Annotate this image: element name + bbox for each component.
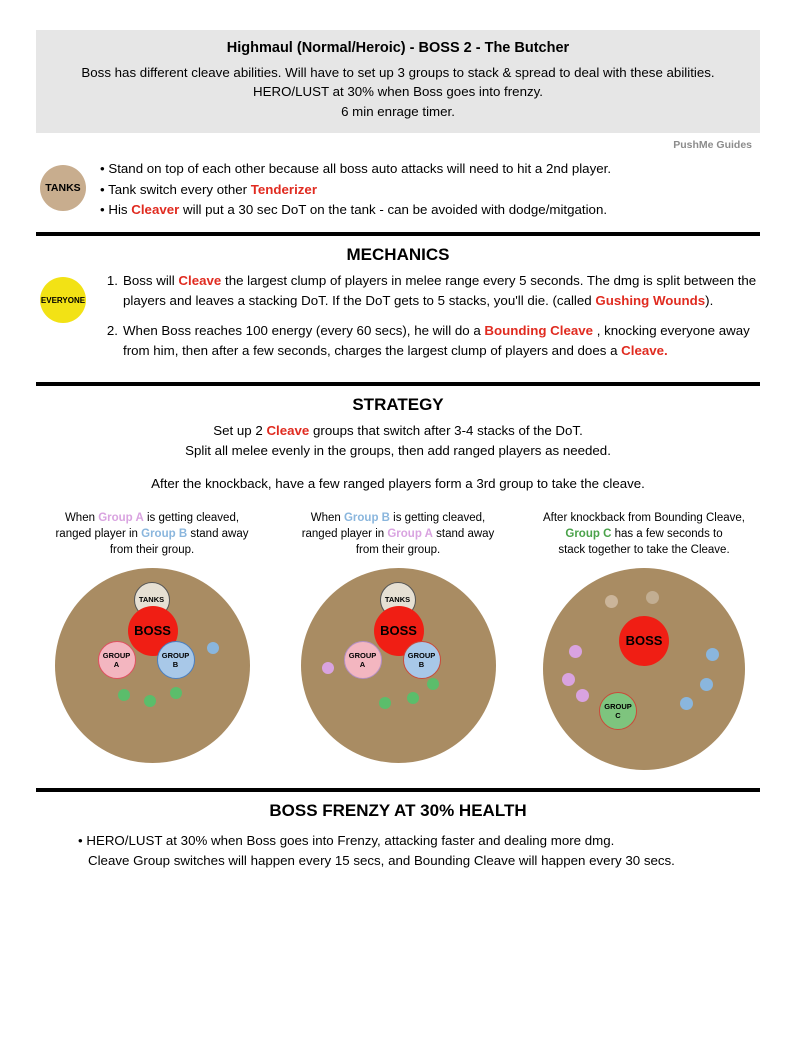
d2-b: is getting cleaved, xyxy=(389,511,486,524)
group-a-marker-1-label: GROUP xyxy=(102,650,131,660)
group-a-marker-1 xyxy=(98,641,136,679)
m1-gushing: Gushing Wounds xyxy=(595,292,706,308)
tanks-section xyxy=(36,159,760,221)
group-b-marker-1 xyxy=(157,641,195,679)
mechanics-item-2 xyxy=(98,321,760,361)
group-b-marker-2-label: GROUP xyxy=(407,650,436,660)
ranged-dot-purple-3c xyxy=(576,689,589,702)
d3-group-c: Group C xyxy=(565,527,612,540)
everyone-badge: EVERYONE xyxy=(40,277,86,323)
ranged-dot-purple-3b xyxy=(562,673,575,686)
strategy-line-1 xyxy=(36,421,760,441)
ranged-dot-tan-3b xyxy=(646,591,659,604)
strategy-line-3: After the knockback, have a few ranged players form a 3rd group to take the cleave. xyxy=(151,475,645,491)
diagram-group-a xyxy=(36,510,268,770)
tanks-bullet-3 xyxy=(100,200,611,221)
group-a-marker-2-label: GROUP xyxy=(348,650,377,660)
d2-c: ranged player in xyxy=(301,527,388,540)
diagram-2-caption-line-1 xyxy=(282,510,514,526)
mechanics-item-1-number: 1. xyxy=(106,273,118,288)
diagram-2-caption-line-2 xyxy=(282,526,514,542)
d3-b: has a few seconds to xyxy=(611,527,723,540)
diagram-2-caption xyxy=(282,510,514,562)
mechanics-item-1 xyxy=(98,271,760,311)
ranged-dot-blue-3a xyxy=(706,648,719,661)
frenzy-line-2: Cleave Group switches will happen every 15 secs, and Bounding Cleave will happen every 30 secs. xyxy=(88,852,675,868)
m1-d: ). xyxy=(705,292,714,308)
d1-b: is getting cleaved, xyxy=(143,511,240,524)
header-box xyxy=(36,30,760,133)
diagram-group-c xyxy=(528,510,760,770)
divider-mechanics xyxy=(36,232,760,236)
group-b-marker-1-letter: B xyxy=(172,659,179,669)
strategy-title: STRATEGY xyxy=(352,394,444,414)
ranged-dot-purple-3a xyxy=(569,645,582,658)
header-line-3: 6 min enrage timer. xyxy=(341,103,455,119)
group-b-marker-2 xyxy=(403,641,441,679)
arena-3 xyxy=(543,568,745,770)
guide-page xyxy=(0,30,796,1060)
diagram-3-caption-line-1: After knockback from Bounding Cleave, xyxy=(543,511,745,524)
diagram-group-b xyxy=(282,510,514,770)
tanks-bullet-3-pre: • His xyxy=(100,202,132,218)
ranged-dot-green-1c xyxy=(170,687,182,699)
group-b-marker-1-label: GROUP xyxy=(161,650,190,660)
boss-marker-2-label: BOSS xyxy=(380,623,417,639)
ranged-dot-green-1a xyxy=(118,689,130,701)
diagram-1-caption xyxy=(36,510,268,562)
diagram-1-caption-line-1 xyxy=(36,510,268,526)
m1-b: the largest clump of players in melee range every 5 seconds. The dmg is split between xyxy=(221,273,735,288)
m2-a: When Boss reaches 100 energy (every 60 secs), he will do a xyxy=(123,322,485,338)
tanks-bullet-2 xyxy=(100,180,611,201)
s1-cleave: Cleave xyxy=(266,422,310,438)
frenzy-line-1: • HERO/LUST at 30% when Boss goes into Frenzy, attacking faster and dealing more dmg. xyxy=(78,832,615,848)
d2-a: When xyxy=(310,511,344,524)
group-c-marker-3-letter: C xyxy=(615,710,621,720)
group-a-marker-1-letter: A xyxy=(113,659,120,669)
ranged-dot-green-2c xyxy=(427,678,439,690)
mechanics-item-2-number: 2. xyxy=(106,322,118,338)
tanks-marker-1-label: TANKS xyxy=(138,595,165,605)
group-c-marker-3-label: GROUP xyxy=(604,701,632,711)
tanks-bullets xyxy=(100,159,611,221)
tanks-bullet-1: • Stand on top of each other because all boss auto attacks will need to hit a 2nd player. xyxy=(100,160,612,176)
brand-watermark: PushMe Guides xyxy=(673,138,752,151)
m1-c: the players and leaves a stacking DoT. If the DoT gets to 5 stacks, you'll die. (called xyxy=(123,273,757,308)
divider-frenzy xyxy=(36,788,760,792)
m2-cleave: Cleave. xyxy=(621,342,668,358)
diagram-row xyxy=(36,510,760,770)
diagram-1-caption-line-2 xyxy=(36,526,268,542)
arena-1 xyxy=(55,568,250,763)
mechanics-title: MECHANICS xyxy=(346,245,450,264)
diagram-3-caption xyxy=(528,510,760,562)
tanks-bullet-2-pre: • Tank switch every other xyxy=(100,181,251,197)
divider-strategy xyxy=(36,382,760,386)
header-line-1: Boss has different cleave abilities. Will have to set up 3 groups to stack & spread to deal with these abilities. xyxy=(81,65,715,80)
d2-group-b: Group B xyxy=(343,511,390,524)
ranged-dot-blue-3c xyxy=(680,697,693,710)
strategy-lines xyxy=(36,421,760,494)
group-b-marker-2-letter: B xyxy=(418,659,425,669)
tanks-bullet-3-post: will put a 30 sec DoT on the tank - can be avoided with dodge/mitgation. xyxy=(179,202,608,218)
mechanics-list xyxy=(98,271,760,371)
diagram-2-caption-line-3: from their group. xyxy=(355,544,441,557)
boss-marker-3 xyxy=(619,616,669,666)
d1-c: ranged player in xyxy=(55,527,142,540)
diagram-3-caption-line-2 xyxy=(528,526,760,542)
ranged-dot-green-1b xyxy=(144,695,156,707)
diagram-1-caption-line-3: from their group. xyxy=(109,544,195,557)
m1-a: Boss will xyxy=(123,273,179,288)
header-line-2: HERO/LUST at 30% when Boss goes into frenzy. xyxy=(253,84,543,100)
ranged-dot-green-2a xyxy=(379,697,391,709)
s1-b: groups that switch after 3-4 stacks of the DoT. xyxy=(309,422,583,438)
d1-a: When xyxy=(64,511,99,524)
ranged-dot-tan-3a xyxy=(605,595,618,608)
tanks-bullet-2-highlight: Tenderizer xyxy=(250,181,318,197)
mechanics-item-2-text xyxy=(123,321,760,361)
boss-marker-1-label: BOSS xyxy=(134,623,171,639)
group-c-marker-3 xyxy=(599,692,637,730)
arena-2 xyxy=(301,568,496,763)
d2-group-a: Group A xyxy=(387,527,433,540)
tanks-badge: TANKS xyxy=(40,165,86,211)
ranged-dot-green-2b xyxy=(407,692,419,704)
ranged-dot-blue-1 xyxy=(207,642,219,654)
page-title: Highmaul (Normal/Heroic) - BOSS 2 - The Butcher xyxy=(226,40,570,56)
strategy-line-2: Split all melee evenly in the groups, then add ranged players as needed. xyxy=(185,442,611,458)
diagram-3-caption-line-3: stack together to take the Cleave. xyxy=(558,544,730,557)
boss-marker-3-label: BOSS xyxy=(625,633,663,649)
d2-d: stand away xyxy=(432,527,495,540)
ranged-dot-purple-2 xyxy=(322,662,334,674)
ranged-dot-blue-3b xyxy=(700,678,713,691)
frenzy-text xyxy=(36,831,760,871)
group-a-marker-2 xyxy=(344,641,382,679)
tanks-bullet-3-highlight: Cleaver xyxy=(131,202,180,218)
d1-d: stand away xyxy=(187,527,249,540)
m2-bounding: Bounding Cleave xyxy=(484,322,594,338)
frenzy-title: BOSS FRENZY AT 30% HEALTH xyxy=(269,800,527,820)
d1-group-b: Group B xyxy=(141,527,188,540)
group-a-marker-2-letter: A xyxy=(359,659,366,669)
s1-a: Set up 2 xyxy=(213,422,267,438)
m2-b: , knocking everyone xyxy=(593,322,715,338)
tanks-marker-2-label: TANKS xyxy=(384,595,411,605)
mechanics-section xyxy=(36,271,760,371)
m2-c: away from him, then after a few seconds, charges the largest clump of players and does a xyxy=(123,322,750,358)
d1-group-a: Group A xyxy=(98,511,144,524)
m1-cleave: Cleave xyxy=(178,273,222,288)
mechanics-item-1-text xyxy=(123,271,760,311)
strategy-spacer xyxy=(36,461,760,474)
